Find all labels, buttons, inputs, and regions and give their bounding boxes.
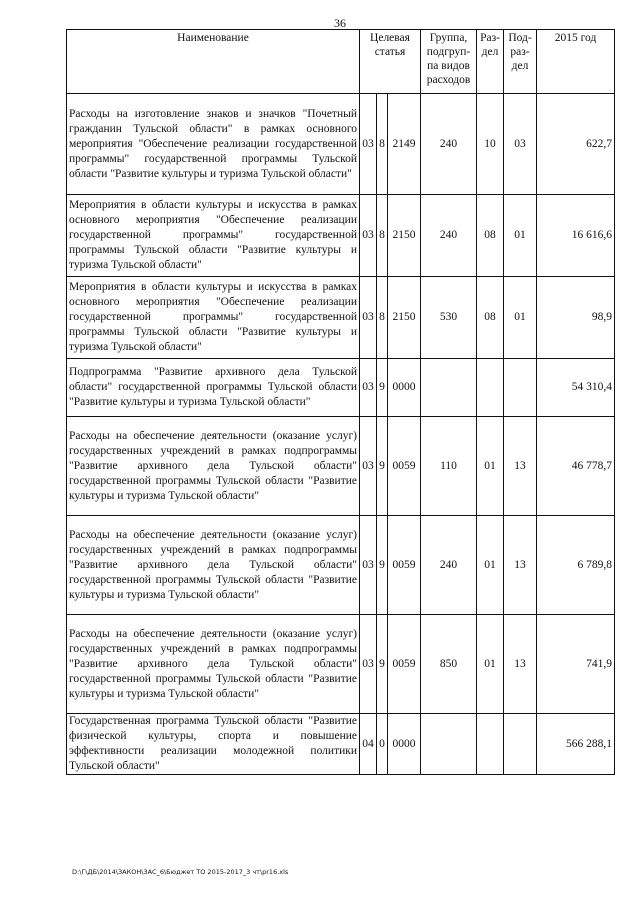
header-group: Группа, подгруп-па видов расходов: [421, 30, 477, 94]
cell-group: 850: [421, 615, 477, 714]
cell-name: Государственная программа Тульской области "Развитие физической культуры, спорта и повышение эффективности реализации молодежной политики Тульской области": [67, 714, 360, 775]
cell-subsection: 03: [504, 94, 537, 195]
cell-code-c: 2150: [388, 195, 421, 277]
cell-name: Подпрограмма "Развитие архивного дела Тульской области" государственной программы Тульской области "Развитие культуры и туризма Тульской области": [67, 359, 360, 417]
cell-name: Расходы на изготовление знаков и значков "Почетный гражданин Тульской области" в рамках основного мероприятия "Обеспечение реализации государственной программы" государственной программы Тульской области "Развитие культуры и туризма Тульской области": [67, 94, 360, 195]
cell-code-a: 03: [360, 417, 377, 516]
table-row: [67, 417, 615, 516]
header-subsection: Под-раз-дел: [504, 30, 537, 94]
cell-amount: 98,9: [537, 277, 615, 359]
cell-code-a: 03: [360, 359, 377, 417]
cell-name: Расходы на обеспечение деятельности (оказание услуг) государственных учреждений в рамках подпрограммы "Развитие архивного дела Тульской области" государственной программы Тульской области "Развитие культуры и туризма Тульской области": [67, 615, 360, 714]
cell-section: 08: [477, 195, 504, 277]
cell-code-c: 0059: [388, 516, 421, 615]
header-year: 2015 год: [537, 30, 615, 94]
header-name: Наименование: [67, 30, 360, 94]
cell-subsection: 13: [504, 417, 537, 516]
cell-name: Расходы на обеспечение деятельности (оказание услуг) государственных учреждений в рамках подпрограммы "Развитие архивного дела Тульской области" государственной программы Тульской области "Развитие культуры и туризма Тульской области": [67, 516, 360, 615]
cell-section: 10: [477, 94, 504, 195]
cell-name: Мероприятия в области культуры и искусства в рамках основного мероприятия "Обеспечение реализации государственной программы" государственной программы Тульской области "Развитие культуры и туризма Тульской области": [67, 277, 360, 359]
cell-section: [477, 359, 504, 417]
cell-amount: 622,7: [537, 94, 615, 195]
cell-amount: 6 789,8: [537, 516, 615, 615]
cell-amount: 16 616,6: [537, 195, 615, 277]
table-header-row: [67, 30, 615, 94]
cell-subsection: 01: [504, 277, 537, 359]
cell-group: 240: [421, 94, 477, 195]
cell-code-b: 0: [377, 714, 388, 775]
cell-section: 01: [477, 417, 504, 516]
header-section: Раз-дел: [477, 30, 504, 94]
table-row: [67, 277, 615, 359]
cell-code-c: 0000: [388, 359, 421, 417]
header-target: Целевая статья: [360, 30, 421, 94]
cell-amount: 46 778,7: [537, 417, 615, 516]
file-path: D:\Г\ДБ\2014\ЗАКОН\ЗАС_6\Бюджет ТО 2015-2017_3 чт\pr16.xls: [72, 868, 289, 876]
cell-code-b: 9: [377, 359, 388, 417]
cell-code-b: 8: [377, 94, 388, 195]
table-row: [67, 714, 615, 775]
cell-code-a: 04: [360, 714, 377, 775]
page-number: 36: [334, 16, 346, 30]
cell-code-b: 8: [377, 277, 388, 359]
cell-code-a: 03: [360, 516, 377, 615]
cell-code-c: 0059: [388, 615, 421, 714]
cell-group: 240: [421, 516, 477, 615]
cell-section: 01: [477, 516, 504, 615]
cell-section: 08: [477, 277, 504, 359]
cell-amount: 741,9: [537, 615, 615, 714]
cell-code-b: 8: [377, 195, 388, 277]
budget-table: [66, 29, 615, 775]
cell-amount: 566 288,1: [537, 714, 615, 775]
cell-subsection: [504, 359, 537, 417]
cell-section: [477, 714, 504, 775]
cell-code-c: 2149: [388, 94, 421, 195]
cell-code-c: 0000: [388, 714, 421, 775]
cell-code-a: 03: [360, 615, 377, 714]
cell-subsection: [504, 714, 537, 775]
table-row: [67, 615, 615, 714]
cell-code-b: 9: [377, 516, 388, 615]
cell-code-a: 03: [360, 195, 377, 277]
cell-group: 530: [421, 277, 477, 359]
cell-section: 01: [477, 615, 504, 714]
cell-group: [421, 714, 477, 775]
cell-subsection: 01: [504, 195, 537, 277]
table-row: [67, 516, 615, 615]
cell-code-a: 03: [360, 277, 377, 359]
table-row: [67, 359, 615, 417]
cell-code-c: 0059: [388, 417, 421, 516]
cell-code-b: 9: [377, 615, 388, 714]
cell-group: [421, 359, 477, 417]
cell-group: 240: [421, 195, 477, 277]
cell-subsection: 13: [504, 615, 537, 714]
cell-code-a: 03: [360, 94, 377, 195]
cell-group: 110: [421, 417, 477, 516]
table-row: [67, 195, 615, 277]
cell-name: Расходы на обеспечение деятельности (оказание услуг) государственных учреждений в рамках подпрограммы "Развитие архивного дела Тульской области" государственной программы Тульской области "Развитие культуры и туризма Тульской области": [67, 417, 360, 516]
cell-code-b: 9: [377, 417, 388, 516]
table-row: [67, 94, 615, 195]
cell-code-c: 2150: [388, 277, 421, 359]
cell-name: Мероприятия в области культуры и искусства в рамках основного мероприятия "Обеспечение реализации государственной программы" государственной программы Тульской области "Развитие культуры и туризма Тульской области": [67, 195, 360, 277]
cell-subsection: 13: [504, 516, 537, 615]
cell-amount: 54 310,4: [537, 359, 615, 417]
